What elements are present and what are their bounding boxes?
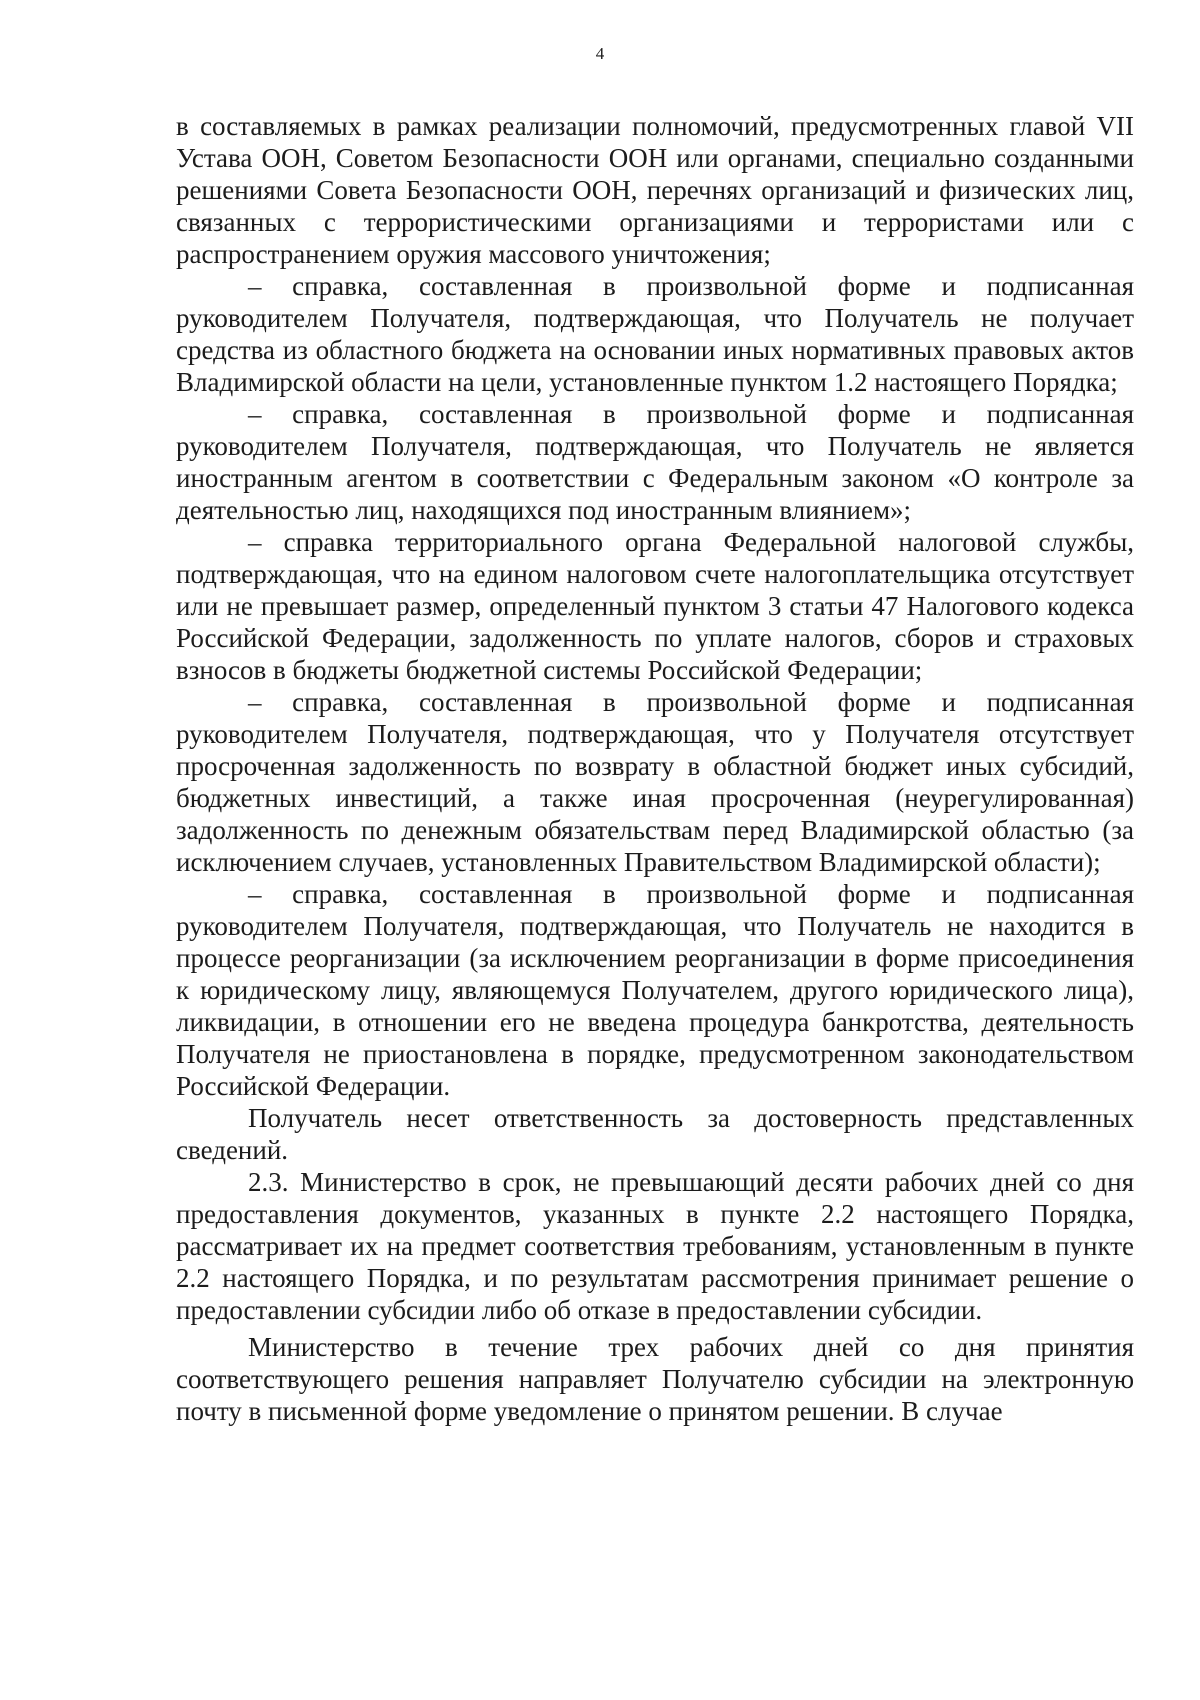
paragraph-notification: Министерство в течение трех рабочих дней со дня принятия соответствующего решения направляет Получателю субсидии на электронную почту в письменной форме уведомление о принятом решении. В случае	[176, 1332, 1134, 1426]
clause-2-3: 2.3. Министерство в срок, не превышающий десяти рабочих дней со дня предоставления документов, указанных в пункте 2.2 настоящего Порядка, рассматривает их на предмет соответствия требованиям, установленным в пункте 2.2 настоящего Порядка, и по результатам рассмотрения принимает решение о предоставлении субсидии либо об отказе в предоставлении субсидии.	[176, 1167, 1134, 1325]
document-body	[176, 110, 1134, 1427]
list-item-certificate-no-budget-funds: – справка, составленная в произвольной форме и подписанная руководителем Получателя, подтверждающая, что Получатель не получает средства из областного бюджета на основании иных нормативных правовых актов Владимирской области на цели, установленные пунктом 1.2 настоящего Порядка;	[176, 271, 1134, 397]
paragraph-continuation: в составляемых в рамках реализации полномочий, предусмотренных главой VII Устава ООН, Советом Безопасности ООН или органами, специально созданными решениями Совета Безопасности ООН, перечнях организаций и физических лиц, связанных с террористическими организациями и террористами или с распространением оружия массового уничтожения;	[176, 111, 1134, 269]
page-number: 4	[595, 44, 605, 63]
list-item-certificate-tax-service: – справка территориального органа Федеральной налоговой службы, подтверждающая, что на едином налоговом счете налогоплательщика отсутствует или не превышает размер, определенный пунктом 3 статьи 47 Налогового кодекса Российской Федерации, задолженность по уплате налогов, сборов и страховых взносов в бюджеты бюджетной системы Российской Федерации;	[176, 527, 1134, 685]
list-item-certificate-no-reorganization: – справка, составленная в произвольной форме и подписанная руководителем Получателя, подтверждающая, что Получатель не находится в процессе реорганизации (за исключением реорганизации в форме присоединения к юридическому лицу, являющемуся Получателем, другого юридического лица), ликвидации, в отношении его не введена процедура банкротства, деятельность Получателя не приостановлена в порядке, предусмотренном законодательством Российской Федерации.	[176, 879, 1134, 1101]
list-item-certificate-not-foreign-agent: – справка, составленная в произвольной форме и подписанная руководителем Получателя, подтверждающая, что Получатель не является иностранным агентом в соответствии с Федеральным законом «О контроле за деятельностью лиц, находящихся под иностранным влиянием»;	[176, 399, 1134, 525]
list-item-certificate-no-overdue-debt: – справка, составленная в произвольной форме и подписанная руководителем Получателя, подтверждающая, что у Получателя отсутствует просроченная задолженность по возврату в областной бюджет иных субсидий, бюджетных инвестиций, а также иная просроченная (неурегулированная) задолженность по денежным обязательствам перед Владимирской областью (за исключением случаев, установленных Правительством Владимирской области);	[176, 687, 1134, 877]
paragraph-responsibility: Получатель несет ответственность за достоверность представленных сведений.	[176, 1103, 1134, 1165]
